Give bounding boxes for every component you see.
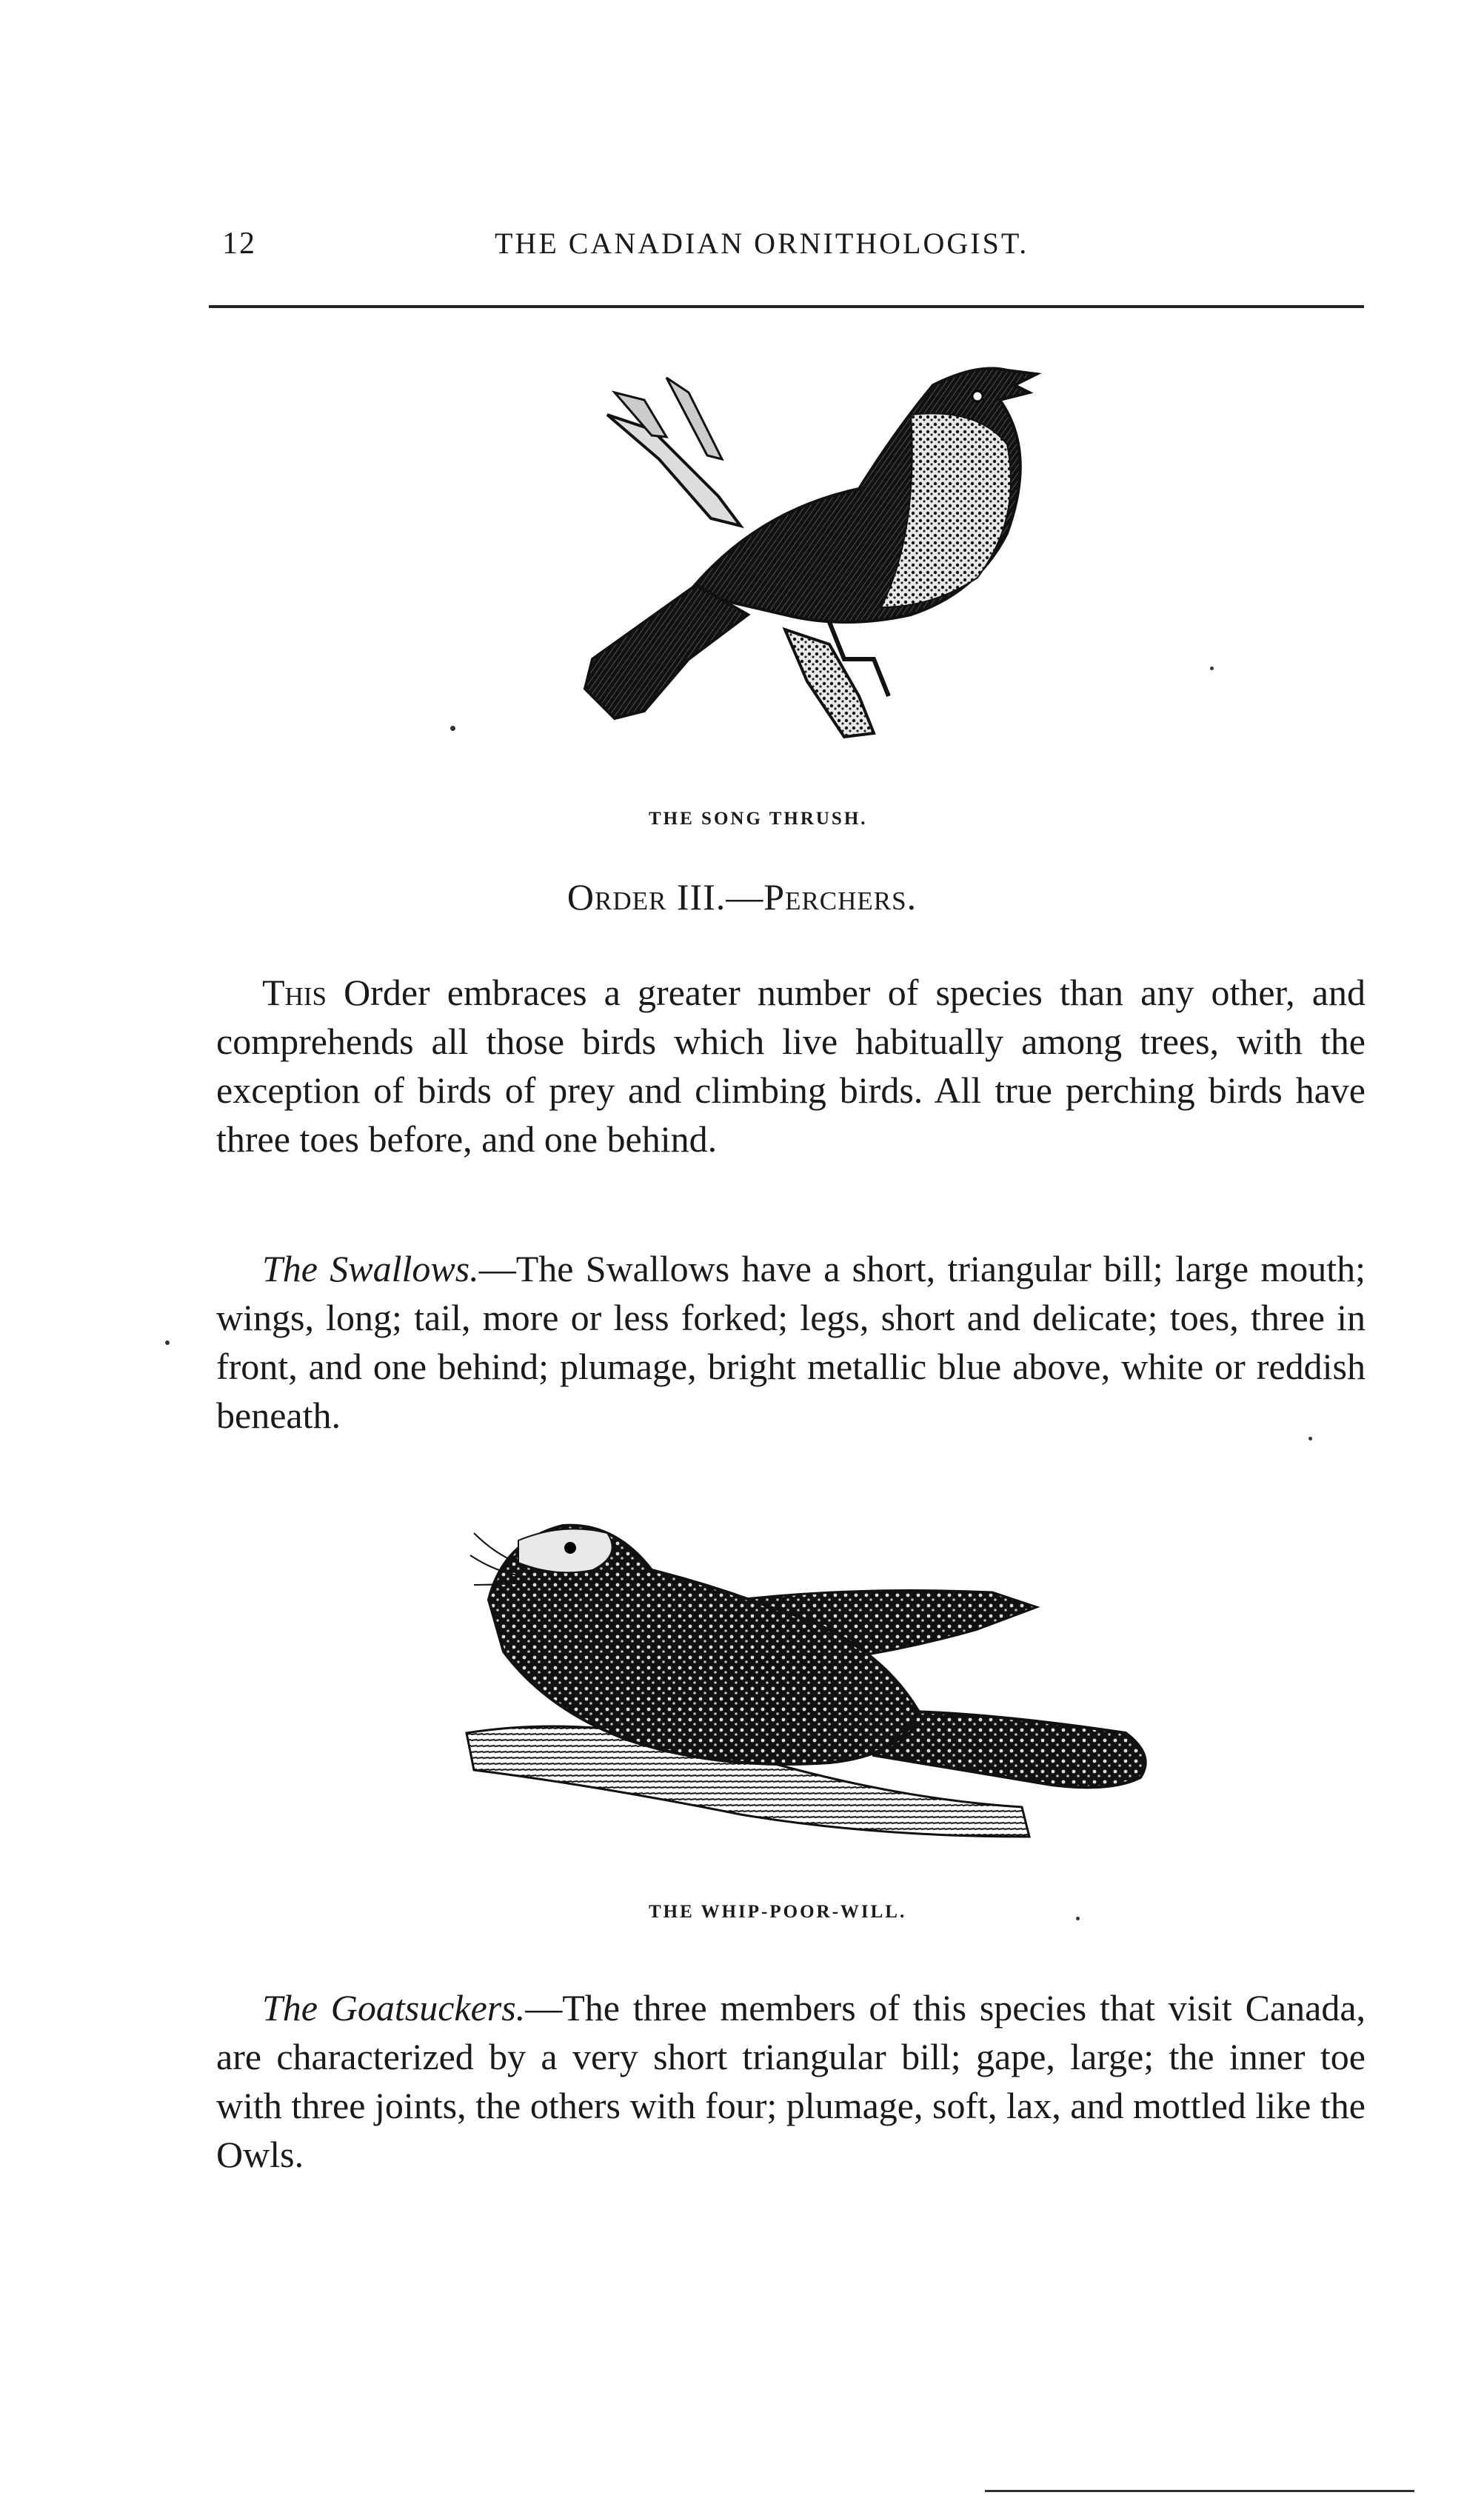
running-title: THE CANADIAN ORNITHOLOGIST. (495, 227, 1029, 260)
swallows-text: —The Swallows have a short, triangular bill; large mouth; wings, long; tail, more or less forked; legs, short and delicate; toes, three in front, and one behind; plumage, bright metallic blue above, white or reddish beneath. (216, 1248, 1366, 1436)
page-number: 12 (222, 227, 256, 261)
swallows-paragraph (216, 1244, 1366, 1440)
intro-paragraph (216, 968, 1366, 1163)
intro-text: Order embraces a greater number of species than any other, and comprehends all those birds which live habitually among trees, with the exception of birds of prey and climbing birds. All true perching birds have three toes before, and one behind. (216, 972, 1366, 1160)
whip-poor-will-caption: THE WHIP-POOR-WILL. (649, 1902, 907, 1922)
goatsuckers-lead: The Goatsuckers. (262, 1987, 526, 2028)
goatsuckers-text: —The three members of this species that visit Canada, are characterized by a very short triangular bill; gape, large; the inner toe with three joints, the others with four; plumage, soft, lax, and mottled like the Owls. (216, 1987, 1366, 2175)
intro-lead: This (262, 972, 327, 1013)
header-rule (209, 305, 1364, 308)
song-thrush-illustration (563, 348, 1052, 763)
scan-speck (1308, 1437, 1312, 1440)
section-heading: Order III.—Perchers. (566, 876, 918, 918)
goatsuckers-paragraph (216, 1983, 1366, 2179)
scan-speck (1076, 1917, 1080, 1920)
scan-speck (450, 726, 455, 731)
scan-speck (1210, 667, 1214, 670)
whip-poor-will-illustration (459, 1489, 1163, 1844)
scan-speck (165, 1340, 170, 1345)
swallows-lead: The Swallows. (262, 1248, 479, 1289)
bottom-rule (985, 2490, 1414, 2492)
song-thrush-caption: THE SONG THRUSH. (649, 809, 868, 829)
